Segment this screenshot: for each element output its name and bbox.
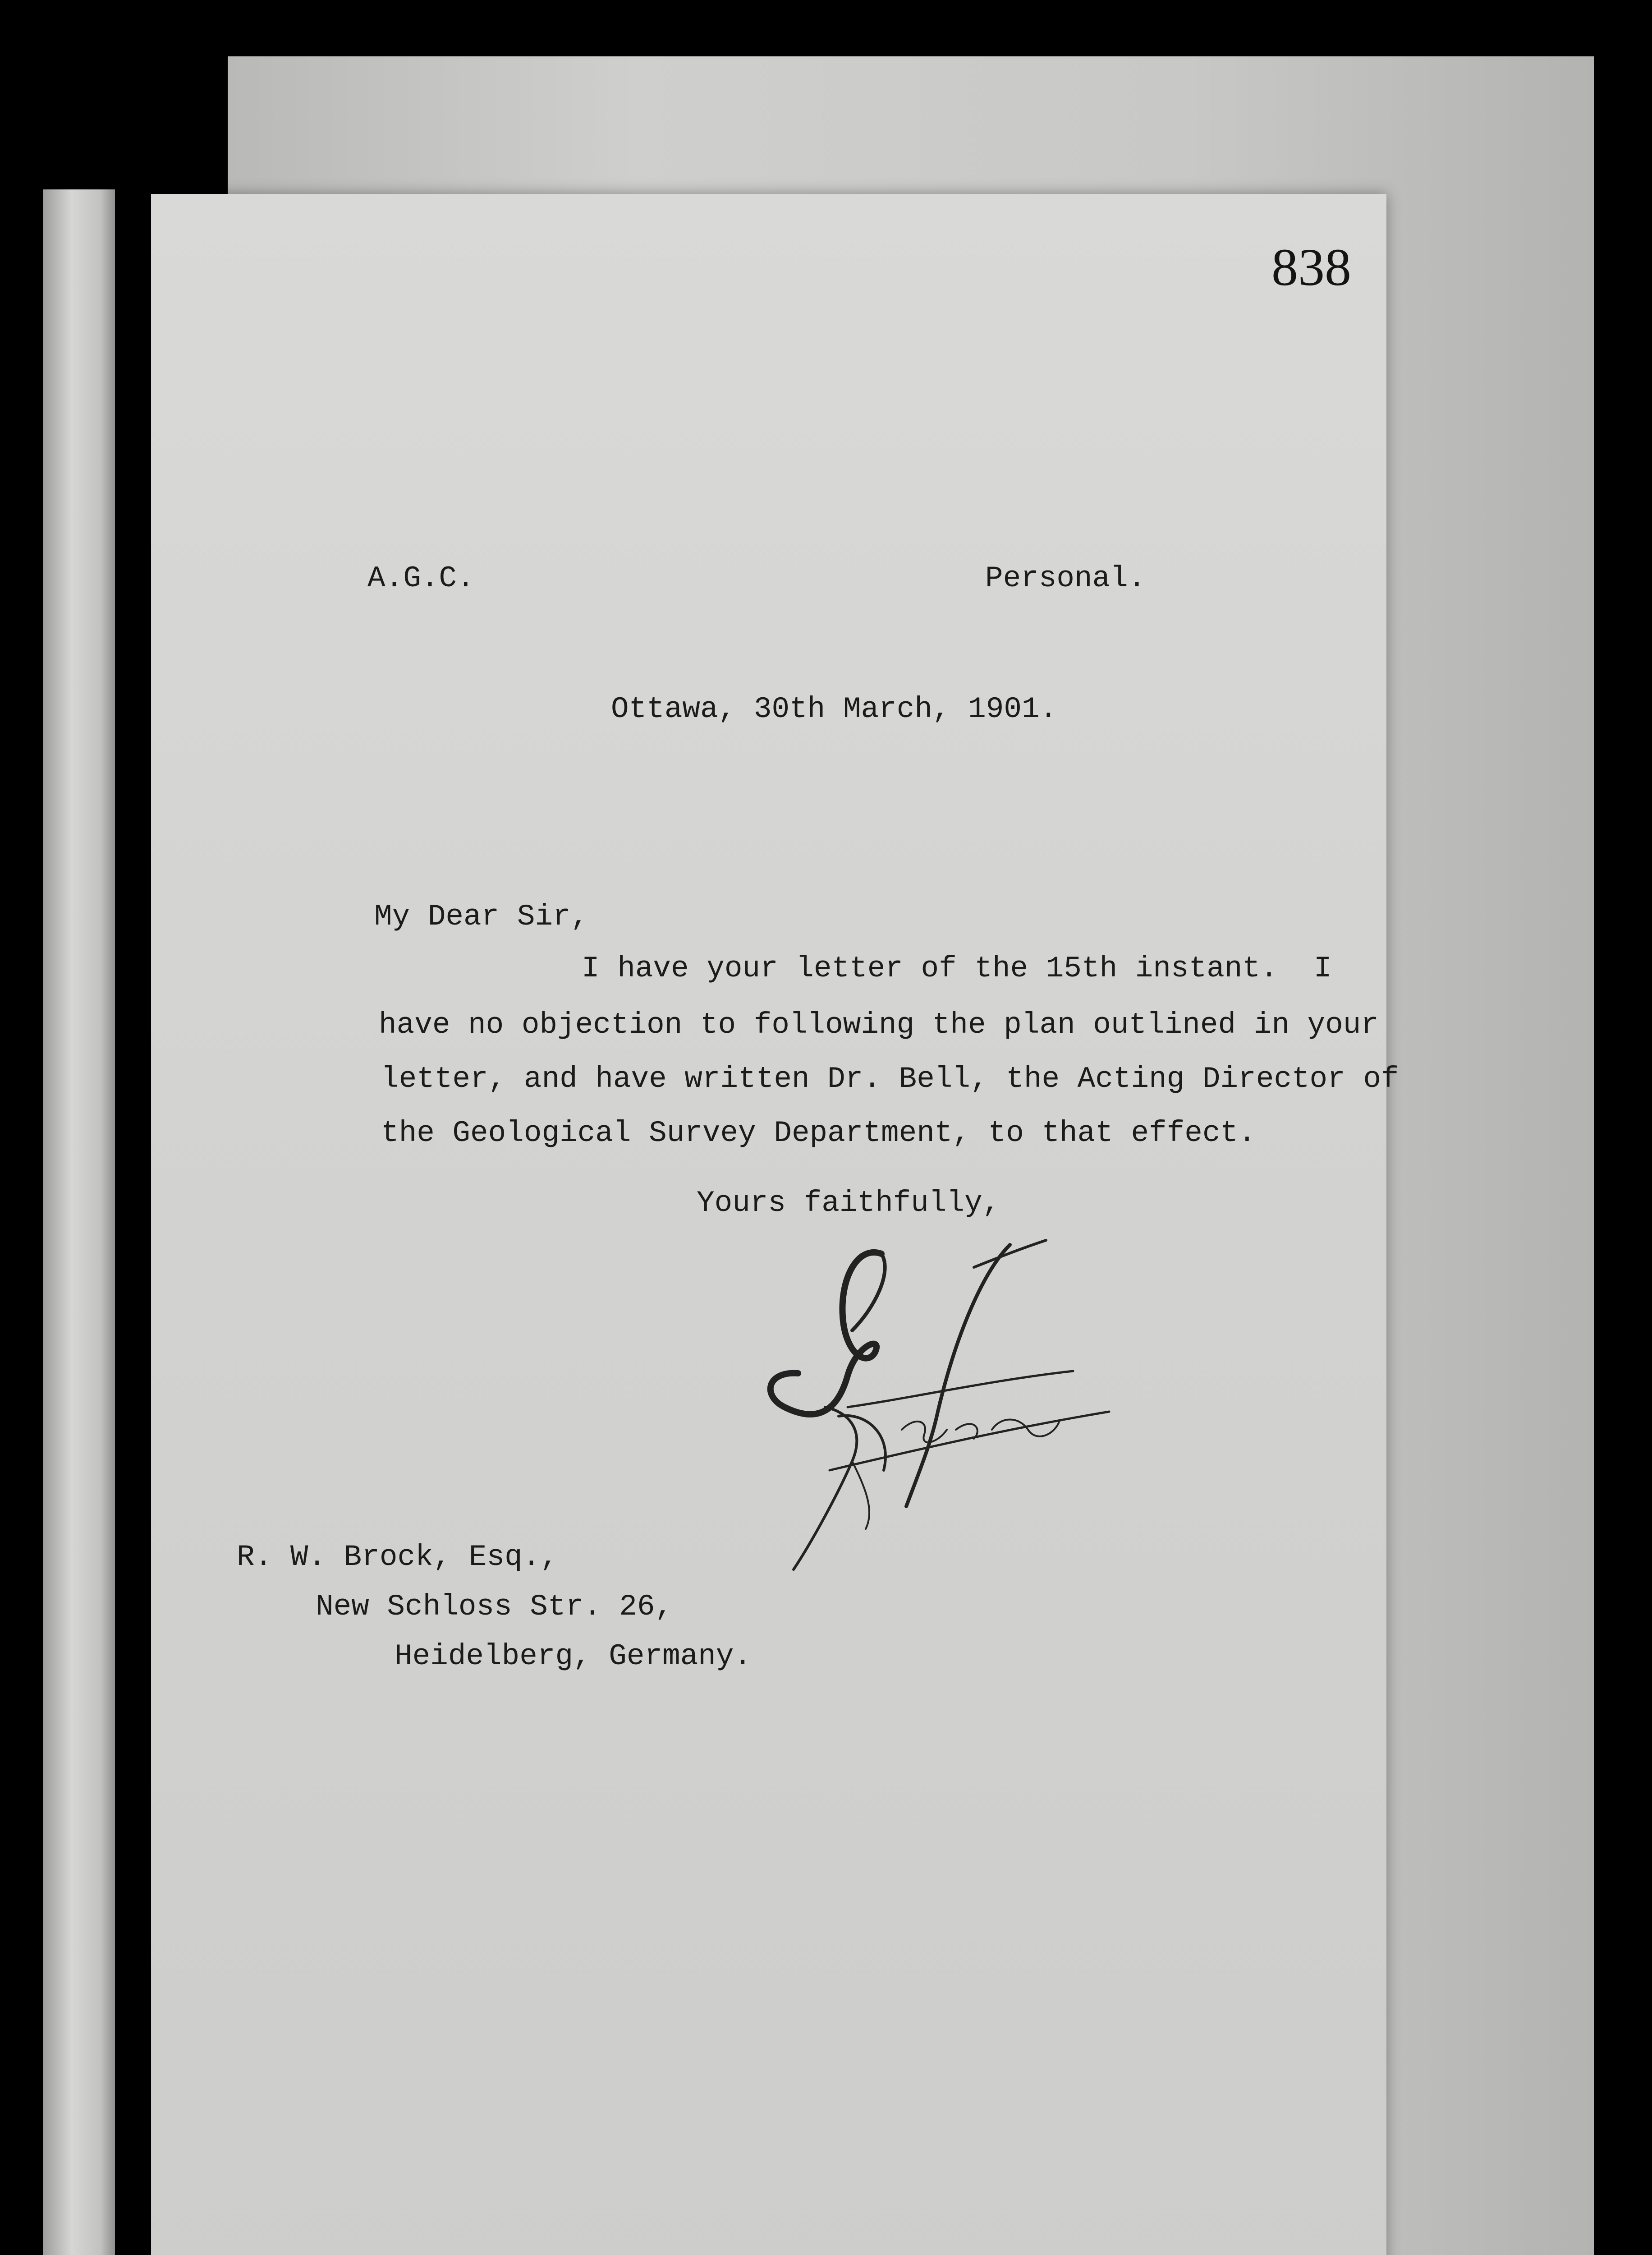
recipient-street: New Schloss Str. 26, (316, 1590, 673, 1624)
body-line: have no objection to following the plan outlined in your (379, 1008, 1379, 1042)
dateline: Ottawa, 30th March, 1901. (611, 692, 1058, 726)
salutation: My Dear Sir, (374, 900, 589, 934)
recipient-city: Heidelberg, Germany. (395, 1639, 752, 1673)
closing: Yours faithfully, (697, 1186, 1000, 1220)
body-line: I have your letter of the 15th instant. I (582, 952, 1332, 985)
reference-code: A.G.C. (367, 561, 475, 595)
body-line: the Geological Survey Department, to that effect. (381, 1116, 1256, 1150)
handwritten-signature (703, 1218, 1154, 1588)
recipient-name: R. W. Brock, Esq., (237, 1540, 558, 1574)
folded-edge-strip (43, 189, 115, 2255)
body-line: letter, and have written Dr. Bell, the Acting Director of (381, 1062, 1399, 1096)
personal-marking: Personal. (985, 561, 1146, 595)
page-number: 838 (1271, 238, 1351, 297)
